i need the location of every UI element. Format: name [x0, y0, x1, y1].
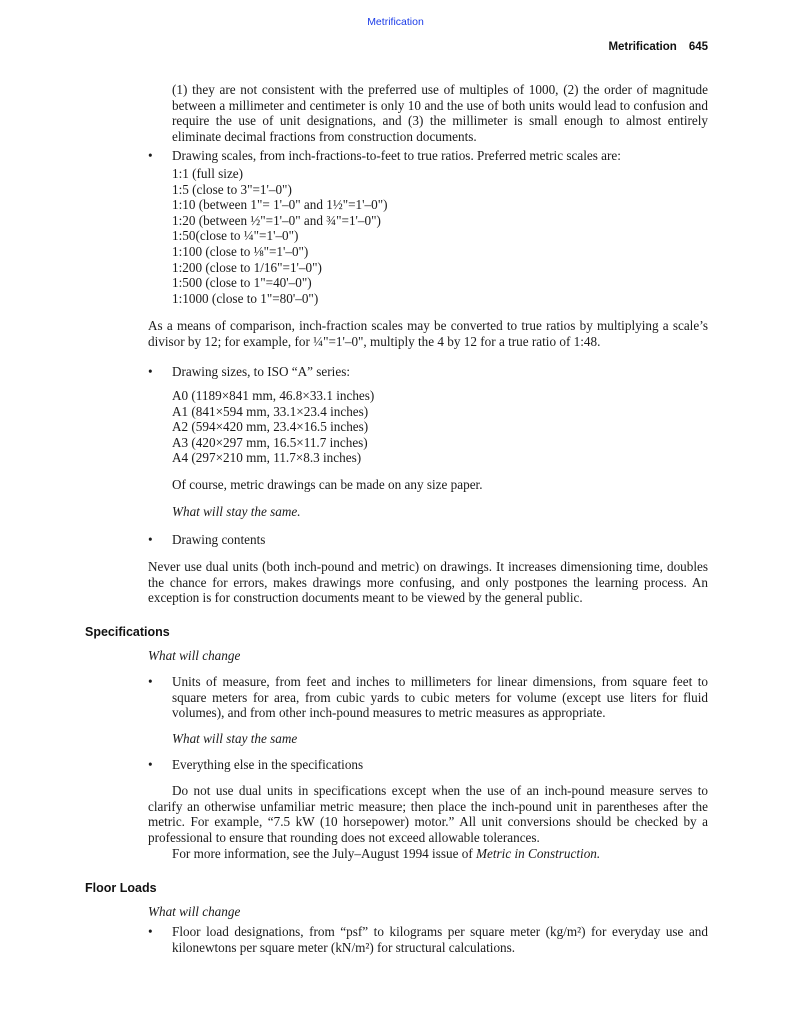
scales-intro: Drawing scales, from inch-fractions-to-feet to true ratios. Preferred metric scales are:: [172, 148, 621, 163]
running-head: [608, 41, 708, 53]
section-heading-floor-loads: Floor Loads: [85, 881, 157, 895]
list-item: 1:50(close to ¼"=1'–0"): [172, 228, 299, 244]
list-item: A4 (297×210 mm, 11.7×8.3 inches): [172, 450, 362, 466]
bullet-glyph: •: [148, 924, 153, 939]
list-item: 1:20 (between ½"=1'–0" and ¾"=1'–0"): [172, 212, 381, 228]
specifications-paragraph: Do not use dual units in specifications except when the use of an inch-pound measure serves to clarify an otherwise unfamiliar metric measure; then place the inch-pound unit in parentheses after the metric. For example, “7.5 kW (10 horsepower) motor.” All unit conversions should be checked by a professional to ensure that rounding does not exceed allowable tolerances.: [148, 783, 708, 845]
nav-link-metrification[interactable]: Metrification: [367, 16, 424, 28]
list-item: 1:100 (close to ⅛"=1'–0"): [172, 243, 309, 259]
list-item: 1:500 (close to 1"=40'–0"): [172, 275, 312, 291]
bullet-glyph: •: [148, 532, 153, 547]
dual-units-paragraph: Never use dual units (both inch-pound and metric) on drawings. It increases dimensioning time, doubles the chance for errors, makes drawings more confusing, and only postpones the learning process. An exception is for construction documents meant to be viewed by the general public.: [148, 559, 708, 606]
publication-title: Metric in Construction.: [476, 846, 601, 861]
bullet-glyph: •: [148, 148, 153, 163]
contents-bullet: Drawing contents: [172, 532, 266, 547]
sizes-note: Of course, metric drawings can be made on any size paper.: [172, 477, 483, 492]
list-item: 1:200 (close to 1/16"=1'–0"): [172, 259, 322, 275]
floor-loads-bullet: Floor load designations, from “psf” to kilograms per square meter (kg/m²) for everyday use and kilonewtons per square meter (kN/m²) for structural calculations.: [172, 924, 708, 955]
change-label: What will change: [148, 648, 241, 663]
running-head-title: Metrification: [608, 41, 677, 53]
sizes-intro: Drawing sizes, to ISO “A” series:: [172, 364, 350, 379]
stay-same-label: What will stay the same.: [172, 504, 301, 519]
list-item: 1:5 (close to 3"=1'–0"): [172, 181, 292, 197]
list-item: A2 (594×420 mm, 23.4×16.5 inches): [172, 419, 369, 435]
comparison-paragraph: As a means of comparison, inch-fraction scales may be converted to true ratios by multiplying a scale’s divisor by 12; for example, for ¼"=1'–0", multiply the 4 by 12 for a true ratio of 1:48.: [148, 318, 708, 349]
list-item: A1 (841×594 mm, 33.1×23.4 inches): [172, 403, 369, 419]
continuation-paragraph: (1) they are not consistent with the preferred use of multiples of 1000, (2) the order of magnitude between a millimeter and centimeter is only 10 and the use of both units would lead to confusion and require the use of unit designations, and (3) the millimeter is small enough to almost entirely eliminate decimal fractions from construction documents.: [172, 82, 708, 144]
sizes-list: [172, 388, 374, 466]
list-item: 1:10 (between 1"= 1'–0" and 1½"=1'–0"): [172, 197, 388, 213]
list-item: 1:1000 (close to 1"=80'–0"): [172, 290, 319, 306]
scales-list: [172, 166, 388, 306]
list-item: A0 (1189×841 mm, 46.8×33.1 inches): [172, 388, 375, 403]
section-heading-specifications: Specifications: [85, 625, 170, 639]
bullet-glyph: •: [148, 757, 153, 772]
page-number: 645: [688, 41, 708, 53]
change-label: What will change: [148, 904, 241, 919]
more-info-line: [172, 846, 600, 862]
list-item: 1:1 (full size): [172, 166, 244, 181]
stay-label: What will stay the same: [172, 731, 298, 746]
bullet-glyph: •: [148, 674, 153, 689]
more-info-prefix: For more information, see the July–August 1994 issue of: [172, 846, 477, 861]
list-item: A3 (420×297 mm, 16.5×11.7 inches): [172, 434, 368, 450]
specifications-stay-bullet: Everything else in the specifications: [172, 757, 364, 772]
bullet-glyph: •: [148, 364, 153, 379]
specifications-change-bullet: Units of measure, from feet and inches to millimeters for linear dimensions, from square feet to square meters for area, from cubic yards to cubic meters for volume (except use liters for fluid volumes), and from other inch-pound measures to metric measures as appropriate.: [172, 674, 708, 721]
